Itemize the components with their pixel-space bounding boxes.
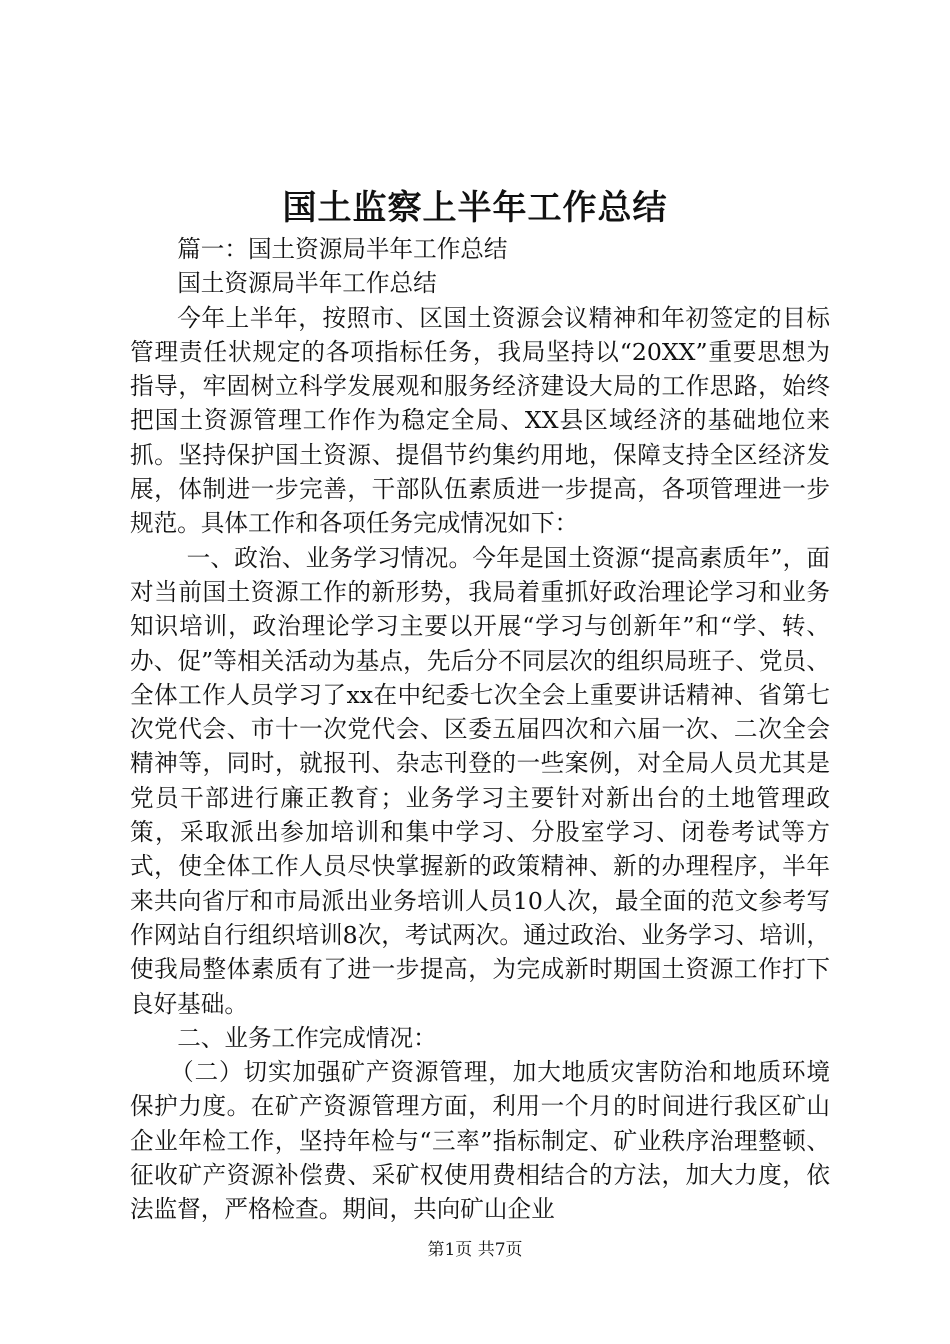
document-title: 国土监察上半年工作总结 xyxy=(282,188,668,228)
paragraph-intro: 今年上半年，按照市、区国土资源会议精神和年初签定的目标管理责任状规定的各项指标任务，我局坚持以“20XX”重要思想为指导，牢固树立科学发展观和服务经济建设大局的工作思路，始终把国土资源管理工作作为稳定全局、XX县区域经济的基础地位来抓。坚持保护国土资源、提倡节约集约用地，保障支持全区经济发展，体制进一步完善，干部队伍素质进一步提高，各项管理进一步规范。具体工作和各项任务完成情况如下： xyxy=(130,303,830,538)
paragraph-subtitle: 国土资源局半年工作总结 xyxy=(177,269,437,298)
document-body xyxy=(130,232,830,1227)
paragraph-study: 一、政治、业务学习情况。今年是国土资源“提高素质年”，面对当前国土资源工作的新形势，我局着重抓好政治理论学习和业务知识培训，政治理论学习主要以开展“学习与创新年”和“学、转、办、促”等相关活动为基点，先后分不同层次的组织局班子、党员、全体工作人员学习了xx在中纪委七次全会上重要讲话精神、省第七次党代会、市十一次党代会、区委五届四次和六届一次、二次全会精神等，同时，就报刊、杂志刊登的一些案例，对全局人员尤其是党员干部进行廉正教育；业务学习主要针对新出台的土地管理政策，采取派出参加培训和集中学习、分股室学习、闭卷考试等方式，使全体工作人员尽快掌握新的政策精神、新的办理程序，半年来共向省厅和市局派出业务培训人员10人次，最全面的范文参考写作网站自行组织培训8次，考试两次。通过政治、业务学习、培训，使我局整体素质有了进一步提高，为完成新时期国土资源工作打下良好基础。 xyxy=(130,543,830,1018)
paragraph-mineral: （二）切实加强矿产资源管理，加大地质灾害防治和地质环境保护力度。在矿产资源管理方面，利用一个月的时间进行我区矿山企业年检工作，坚持年检与“三率”指标制定、矿业秩序治理整顿、征收矿产资源补偿费、采矿权使用费相结合的方法，加大力度，依法监督，严格检查。期间，共向矿山企业 xyxy=(130,1058,830,1224)
paragraph-work-heading: 二、业务工作完成情况： xyxy=(177,1023,437,1052)
page-footer: 第1页 共7页 xyxy=(427,1240,523,1260)
paragraph-section-heading: 篇一：国土资源局半年工作总结 xyxy=(177,235,508,263)
